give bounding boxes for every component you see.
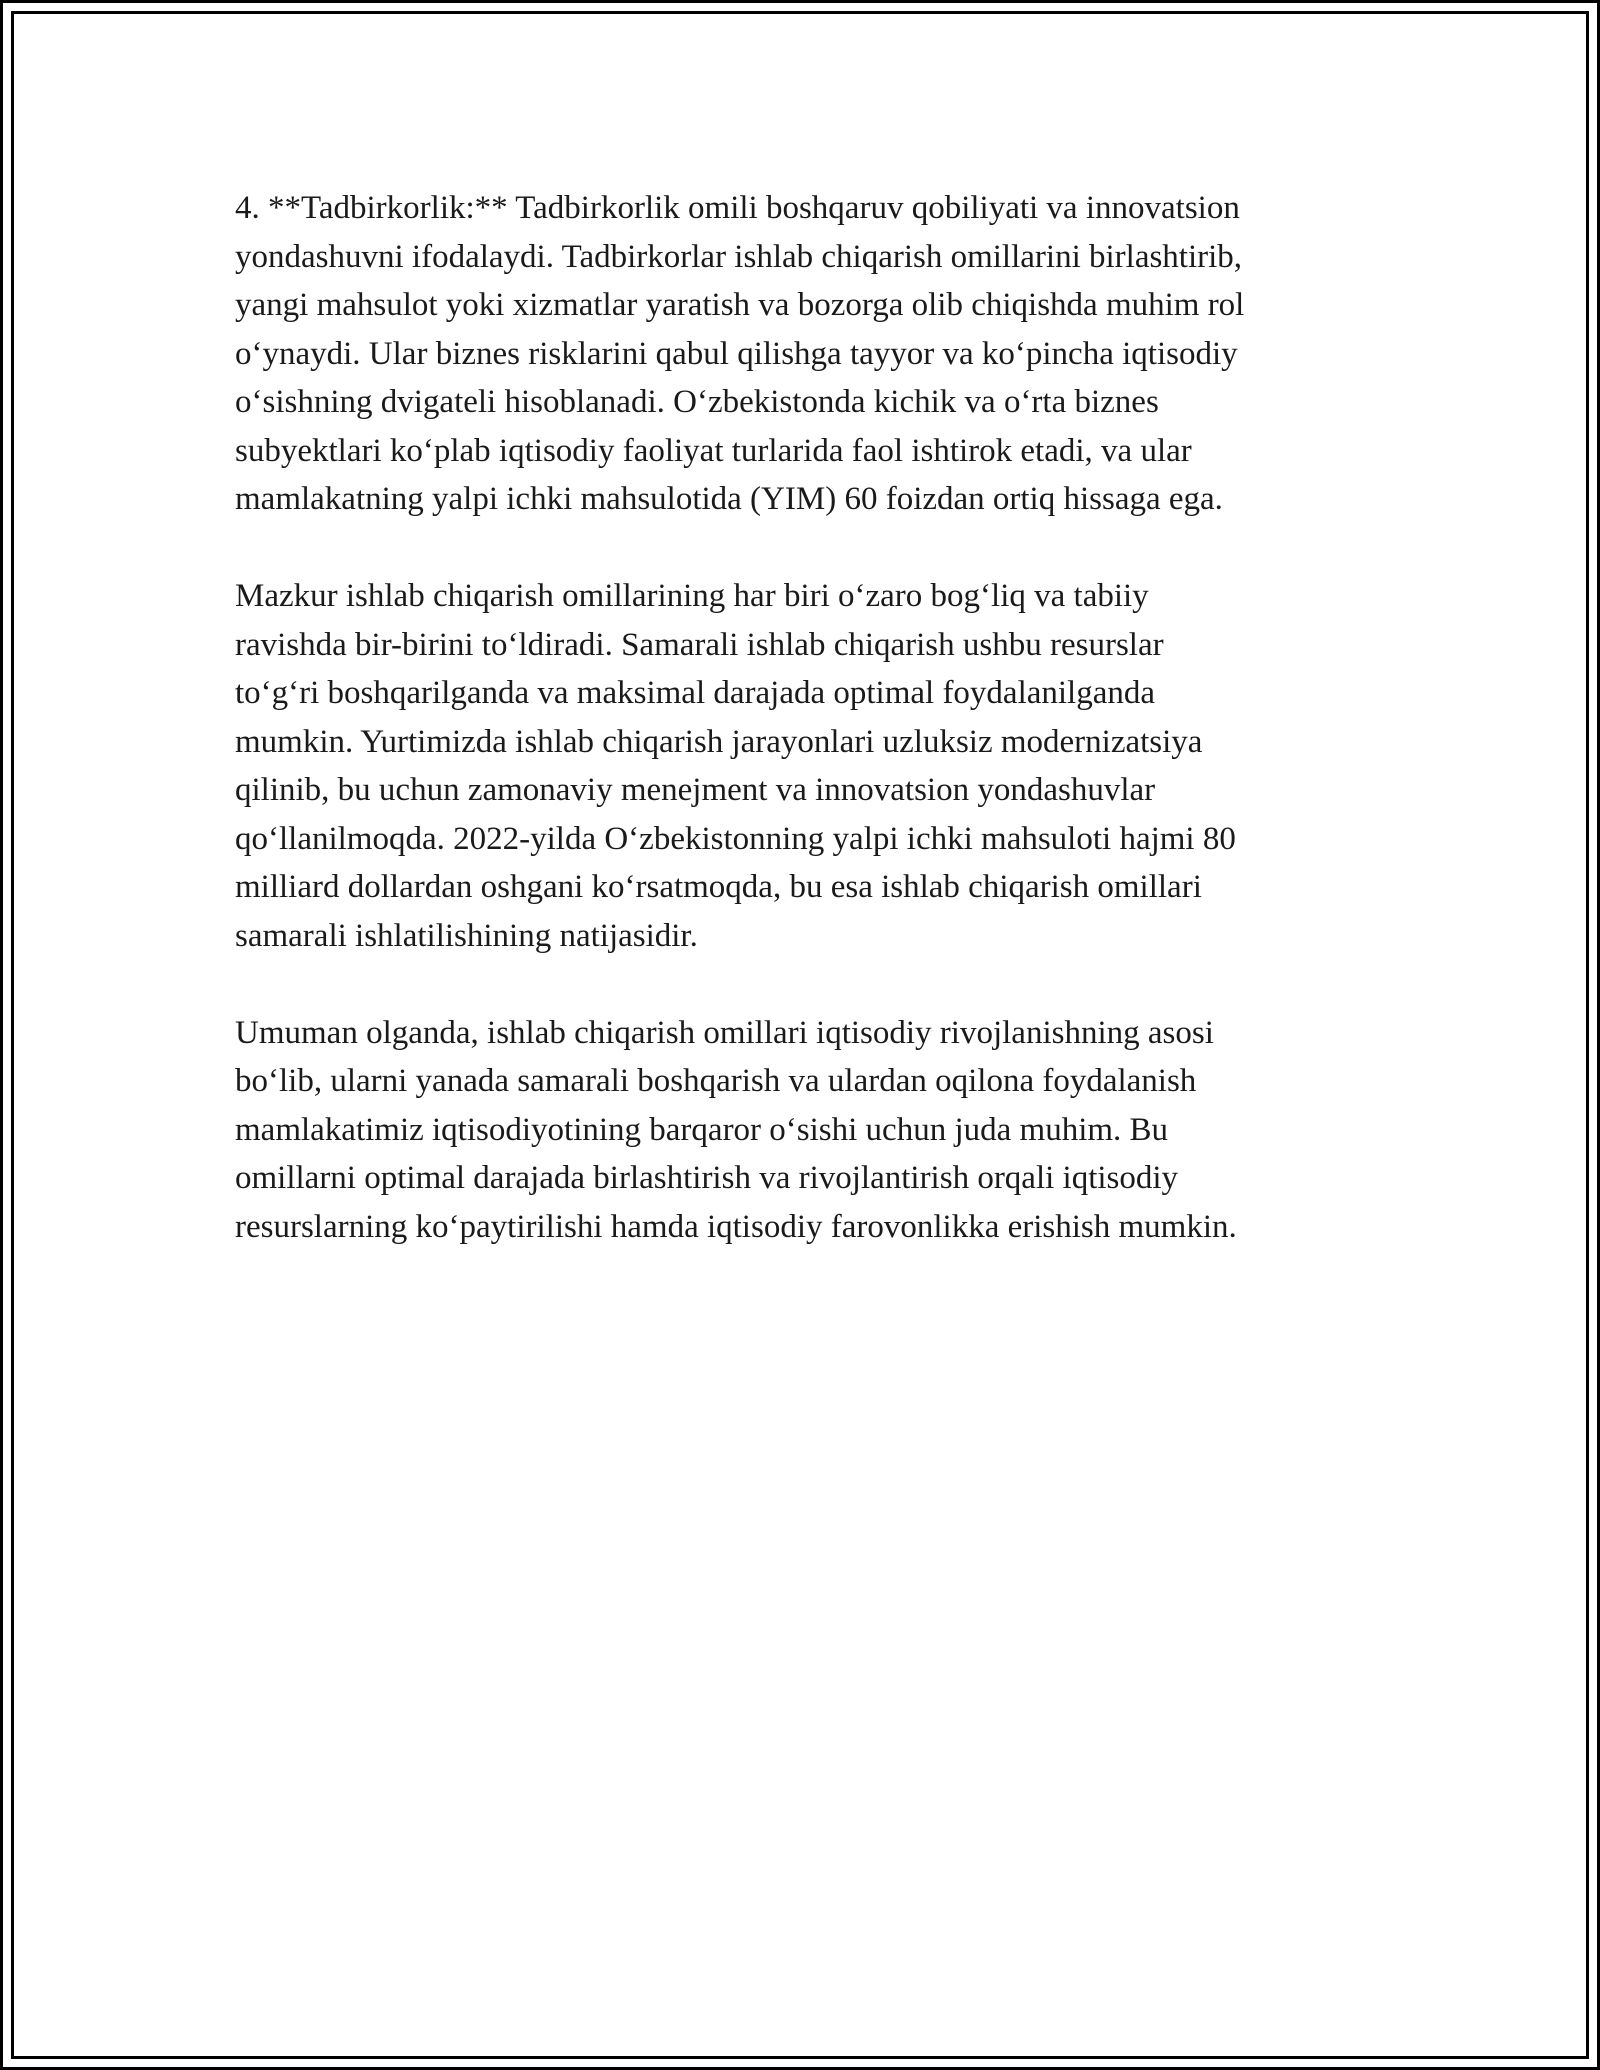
paragraph-factors-complement [235,572,1385,960]
text-line: samarali ishlatilishining natijasidir. [235,917,698,954]
text-line: o‘sishning dvigateli hisoblanadi. O‘zbekistonda kichik va o‘rta biznes [235,384,1159,420]
text-line: milliard dollardan oshgani ko‘rsatmoqda, bu esa ishlab chiqarish omillari [235,869,1202,905]
text-line: mumkin. Yurtimizda ishlab chiqarish jarayonlari uzluksiz modernizatsiya [235,723,1203,760]
text-line: bo‘lib, ularni yanada samarali boshqarish va ulardan oqilona foydalanish [235,1063,1197,1099]
text-line: 4. **Tadbirkorlik:** Tadbirkorlik omili boshqaruv qobiliyati va innovatsion [235,190,1240,226]
paragraph-entrepreneurship [235,184,1385,524]
text-line: to‘g‘ri boshqarilganda va maksimal darajada optimal foydalanilganda [235,675,1156,711]
text-line: mamlakatimiz iqtisodiyotining barqaror o‘sishi uchun juda muhim. Bu [235,1111,1169,1148]
document-body [235,184,1385,1300]
text-line: o‘ynaydi. Ular biznes risklarini qabul qilishga tayyor va ko‘pincha iqtisodiy [235,335,1238,372]
paragraph-conclusion [235,1009,1385,1252]
text-line: Mazkur ishlab chiqarish omillarining har biri o‘zaro bog‘liq va tabiiy [235,578,1149,614]
text-line: qilinib, bu uchun zamonaviy menejment va innovatsion yondashuvlar [235,772,1156,808]
text-line: Umuman olganda, ishlab chiqarish omillari iqtisodiy rivojlanishning asosi [235,1014,1214,1051]
text-line: mamlakatning yalpi ichki mahsulotida (YIM) 60 foizdan ortiq hissaga ega. [235,481,1223,517]
text-line: subyektlari ko‘plab iqtisodiy faoliyat turlarida faol ishtirok etadi, va ular [235,432,1192,469]
text-line: ravishda bir-birini to‘ldiradi. Samarali ishlab chiqarish ushbu resurslar [235,626,1164,663]
text-line: yangi mahsulot yoki xizmatlar yaratish va bozorga olib chiqishda muhim rol [235,287,1245,323]
text-line: omillarni optimal darajada birlashtirish va rivojlantirish orqali iqtisodiy [235,1160,1179,1196]
text-line: resurslarning ko‘paytirilishi hamda iqtisodiy farovonlikka erishish mumkin. [235,1208,1237,1245]
text-line: yondashuvni ifodalaydi. Tadbirkorlar ishlab chiqarish omillarini birlashtirib, [235,238,1243,275]
text-line: qo‘llanilmoqda. 2022-yilda O‘zbekistonning yalpi ichki mahsuloti hajmi 80 [235,820,1236,857]
